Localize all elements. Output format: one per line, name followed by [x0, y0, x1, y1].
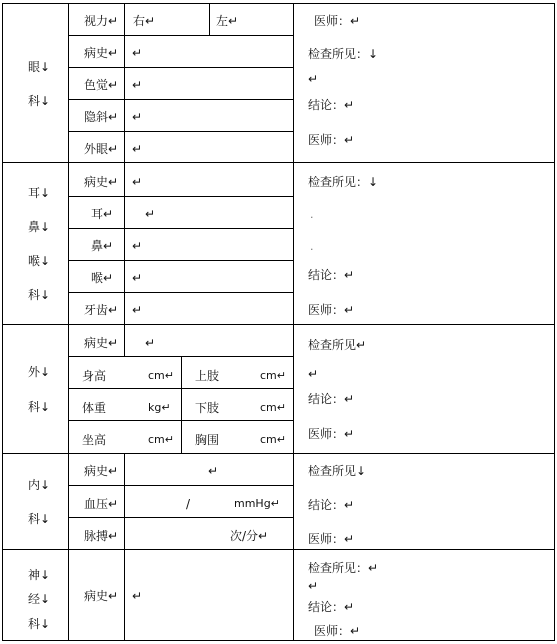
- history-label: 病史↵: [84, 589, 119, 603]
- frame-top: [2, 3, 555, 4]
- section-divider: [2, 453, 555, 454]
- right-eye-label: 右↵: [133, 14, 156, 28]
- findings-field[interactable]: ↵: [308, 367, 319, 381]
- grid-line: [124, 549, 125, 641]
- external-eye-field[interactable]: ↵: [132, 142, 143, 156]
- grid-line: [68, 485, 294, 486]
- dept-label-ent-3: 喉↓: [28, 254, 51, 268]
- ear-label: 耳↵: [91, 207, 114, 221]
- grid-line: [68, 292, 294, 293]
- history-label: 病史↵: [84, 464, 119, 478]
- throat-label: 喉↵: [91, 271, 114, 285]
- grid-line: [124, 453, 125, 550]
- doctor-label: 医师：↵: [308, 532, 355, 546]
- conclusion-label: 结论：↵: [308, 392, 355, 406]
- section-divider: [2, 162, 555, 163]
- upper-limb-label: 上肢: [195, 369, 220, 383]
- grid-line: [68, 131, 294, 132]
- strabismus-label: 隐斜↵: [84, 110, 119, 124]
- dept-label-surgery-1: 外↓: [28, 365, 51, 379]
- height-unit[interactable]: cm↵: [148, 369, 174, 382]
- grid-line: [124, 162, 125, 325]
- history-label: 病史↵: [84, 336, 119, 350]
- findings-field[interactable]: ↵: [308, 72, 319, 86]
- history-field[interactable]: ↵: [145, 336, 156, 350]
- section-divider: [2, 324, 555, 325]
- history-field[interactable]: ↵: [132, 175, 143, 189]
- strabismus-field[interactable]: ↵: [132, 110, 143, 124]
- pulse-label: 脉搏↵: [84, 529, 119, 543]
- nose-field[interactable]: ↵: [132, 239, 143, 253]
- history-field[interactable]: ↵: [132, 589, 143, 603]
- doctor-label: 医师：↵: [314, 14, 361, 28]
- blood-pressure-slash: /: [186, 497, 191, 511]
- history-label: 病史↵: [84, 175, 119, 189]
- doctor-label: 医师：↵: [314, 624, 361, 638]
- nose-label: 鼻↵: [91, 239, 114, 253]
- conclusion-label: 结论：↵: [308, 268, 355, 282]
- findings-label: 检查所见：↵: [308, 561, 379, 575]
- grid-line: [68, 420, 294, 421]
- grid-line: [68, 35, 294, 36]
- grid-line: [68, 517, 294, 518]
- grid-line: [68, 67, 294, 68]
- grid-line: [68, 228, 294, 229]
- section-divider: [2, 549, 555, 550]
- ear-field[interactable]: ↵: [145, 207, 156, 221]
- weight-label: 体重: [82, 401, 107, 415]
- vision-label: 视力↵: [84, 14, 119, 28]
- dept-label-neuro-1: 神↓: [28, 568, 51, 582]
- grid-line: [181, 356, 182, 454]
- dept-label-eye-2: 科↓: [28, 94, 51, 108]
- doctor-label: 医师：↵: [308, 133, 355, 147]
- pulse-unit[interactable]: 次/分↵: [230, 529, 269, 543]
- grid-line: [209, 3, 210, 35]
- frame-right: [554, 3, 555, 641]
- sitting-height-unit[interactable]: cm↵: [148, 433, 174, 446]
- grid-line: [124, 3, 125, 163]
- weight-unit[interactable]: kg↵: [148, 401, 171, 414]
- blood-pressure-label: 血压↵: [84, 497, 119, 511]
- left-eye-label: 左↵: [216, 14, 239, 28]
- color-vision-field[interactable]: ↵: [132, 78, 143, 92]
- lower-limb-label: 下肢: [195, 401, 220, 415]
- grid-line: [68, 388, 294, 389]
- dept-label-neuro-3: 科↓: [28, 617, 51, 631]
- findings-field[interactable]: ↵: [308, 579, 319, 593]
- dept-label-neuro-2: 经↓: [28, 592, 51, 606]
- chest-unit[interactable]: cm↵: [260, 433, 286, 446]
- grid-line: [68, 196, 294, 197]
- history-field[interactable]: ↵: [132, 46, 143, 60]
- findings-label: 检查所见↵: [308, 338, 367, 352]
- conclusion-label: 结论：↵: [308, 98, 355, 112]
- sitting-height-label: 坐高: [82, 433, 107, 447]
- grid-line: [68, 260, 294, 261]
- chest-label: 胸围: [195, 433, 220, 447]
- lower-limb-unit[interactable]: cm↵: [260, 401, 286, 414]
- findings-mark: .: [310, 208, 314, 221]
- external-eye-label: 外眼↵: [84, 142, 119, 156]
- frame-left: [2, 3, 3, 641]
- conclusion-label: 结论：↵: [308, 600, 355, 614]
- conclusion-label: 结论：↵: [308, 498, 355, 512]
- frame-bottom: [2, 640, 555, 641]
- findings-label: 检查所见↓: [308, 464, 367, 478]
- dept-label-internal-1: 内↓: [28, 478, 51, 492]
- doctor-label: 医师：↵: [308, 427, 355, 441]
- findings-mark: .: [310, 240, 314, 253]
- height-label: 身高: [82, 369, 107, 383]
- dept-label-internal-2: 科↓: [28, 512, 51, 526]
- upper-limb-unit[interactable]: cm↵: [260, 369, 286, 382]
- dept-label-eye-1: 眼↓: [28, 60, 51, 74]
- throat-field[interactable]: ↵: [132, 271, 143, 285]
- teeth-label: 牙齿↵: [84, 303, 119, 317]
- findings-label: 检查所见：↓: [308, 175, 379, 189]
- color-vision-label: 色觉↵: [84, 78, 119, 92]
- history-label: 病史↵: [84, 46, 119, 60]
- teeth-field[interactable]: ↵: [132, 303, 143, 317]
- blood-pressure-unit[interactable]: mmHg↵: [234, 497, 280, 510]
- grid-line: [124, 324, 125, 357]
- dept-label-surgery-2: 科↓: [28, 400, 51, 414]
- dept-label-ent-2: 鼻↓: [28, 220, 51, 234]
- history-field[interactable]: ↵: [208, 464, 219, 478]
- findings-label: 检查所见：↓: [308, 47, 379, 61]
- doctor-label: 医师：↵: [308, 303, 355, 317]
- dept-label-ent-1: 耳↓: [28, 186, 51, 200]
- grid-line: [68, 99, 294, 100]
- dept-label-ent-4: 科↓: [28, 288, 51, 302]
